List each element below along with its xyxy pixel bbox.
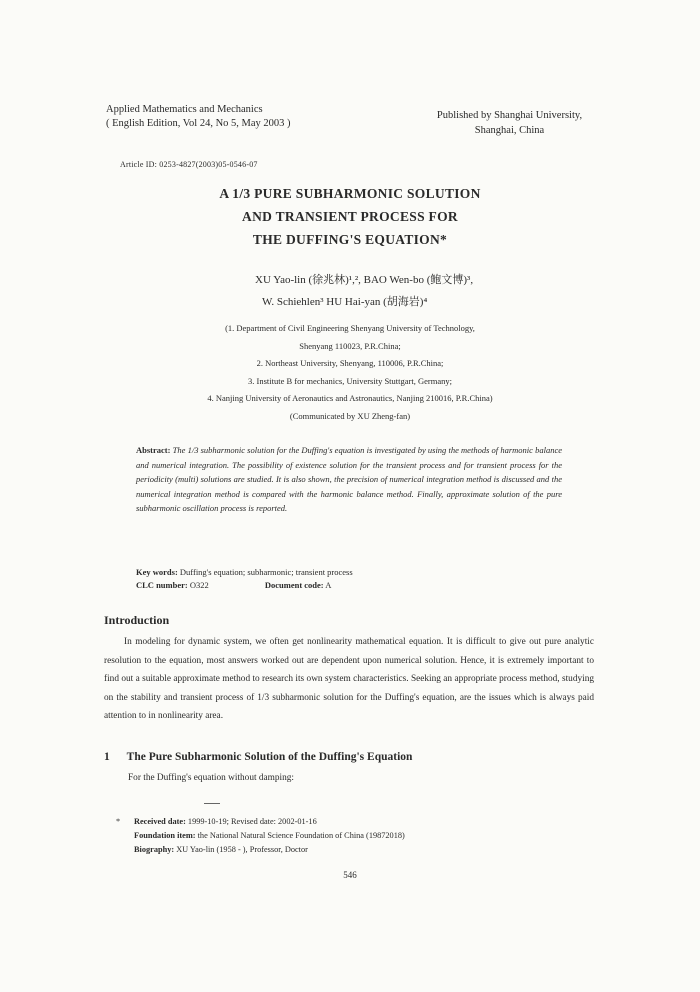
biography-text: XU Yao-lin (1958 - ), Professor, Doctor	[176, 845, 308, 854]
affiliation-line: Shenyang 110023, P.R.China;	[299, 340, 401, 351]
title-line-1: A 1/3 PURE SUBHARMONIC SOLUTION	[219, 186, 481, 201]
keywords-label: Key words:	[136, 567, 178, 577]
introduction-paragraph: In modeling for dynamic system, we often get nonlinearity mathematical equation. It is difficult to give out pure analytic resolution to the equation, most answers worked out are dependent upon numerical solution. Hence, it is extremely important to find out a suitable approximate method to research its own system characteristics. Seeking an appropriate process method, studying on the stability and transient process of 1/3 subharmonic solution for the Duffing's equation, are the issues which is always paid attention to in nonlinearity area.	[104, 637, 594, 721]
clc-value: O322	[189, 580, 209, 590]
paper-title	[0, 182, 700, 251]
abstract	[136, 443, 562, 516]
publisher-location: Shanghai, China	[474, 125, 545, 136]
foundation-text: the National Natural Science Foundation of China (19872018)	[197, 831, 405, 840]
affiliations	[0, 320, 700, 425]
document-code-label: Document code:	[264, 580, 324, 590]
foundation-label: Foundation item:	[134, 831, 196, 840]
section-1-paragraph: For the Duffing's equation without damping:	[128, 773, 294, 783]
footnote-divider	[204, 803, 220, 804]
received-label: Received date:	[134, 817, 186, 826]
abstract-label: Abstract:	[136, 445, 171, 455]
clc-label: CLC number:	[136, 580, 188, 590]
article-id: Article ID: 0253-4827(2003)05-0546-07	[120, 160, 258, 169]
authors-line-2: W. Schiehlen³ HU Hai-yan (胡海岩)⁴	[262, 296, 428, 308]
authors-line-1: XU Yao-lin (徐兆林)¹,², BAO Wen-bo (鲍文博)³,	[255, 274, 474, 286]
section-1-heading	[104, 751, 412, 763]
page-number: 546	[343, 870, 357, 880]
affiliation-line: (1. Department of Civil Engineering Shenyang University of Technology,	[225, 323, 475, 333]
introduction-heading: Introduction	[104, 613, 170, 627]
publisher-header	[422, 108, 597, 138]
footnote-received	[116, 815, 405, 829]
communicated-by: (Communicated by XU Zheng-fan)	[289, 410, 411, 421]
classification	[136, 578, 331, 592]
journal-header	[106, 103, 291, 131]
footnote-marker: *	[116, 817, 121, 826]
footnote-foundation	[116, 829, 405, 843]
footnote-biography	[116, 843, 405, 857]
abstract-text: The 1/3 subharmonic solution for the Duffing's equation is investigated by using the methods of harmonic balance and numerical integration. The possibility of existence solution for the transient process and for transient process for the periodicity (multi) solutions are studied. It is also shown, the precision of numerical integration method is discussed and the numerical integration method is compared with the harmonic balance method. Finally, approximate solution of the pure subharmonic oscillation process is reported.	[136, 445, 563, 513]
section-title: The Pure Subharmonic Solution of the Duffing's Equation	[126, 751, 413, 763]
biography-label: Biography:	[134, 845, 175, 854]
affiliation-line: 3. Institute B for mechanics, University Stuttgart, Germany;	[248, 375, 452, 386]
affiliation-line: 2. Northeast University, Shenyang, 110006, P.R.China;	[256, 358, 444, 368]
journal-name: Applied Mathematics and Mechanics	[106, 104, 263, 115]
journal-issue: ( English Edition, Vol 24, No 5, May 2003 )	[106, 118, 291, 129]
received-text: 1999-10-19; Revised date: 2002-01-16	[187, 817, 317, 826]
section-number: 1	[104, 751, 110, 763]
title-line-2: AND TRANSIENT PROCESS FOR	[242, 209, 458, 224]
document-code-value: A	[325, 580, 332, 590]
footnotes	[116, 815, 405, 857]
publisher-name: Published by Shanghai University,	[436, 110, 583, 121]
keywords	[136, 565, 353, 579]
title-line-3: THE DUFFING'S EQUATION*	[252, 232, 448, 247]
affiliation-line: 4. Nanjing University of Aeronautics and Astronautics, Nanjing 210016, P.R.China)	[207, 393, 493, 403]
keywords-text: Duffing's equation; subharmonic; transient process	[179, 567, 353, 577]
